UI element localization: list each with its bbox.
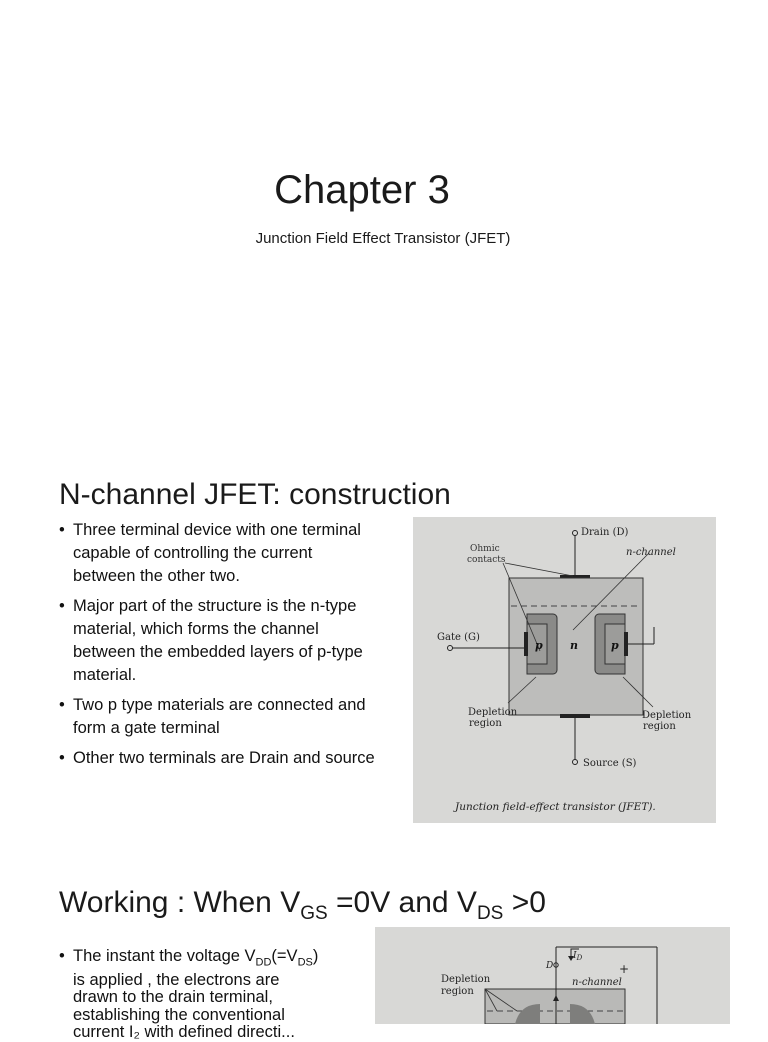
construction-bullet-list	[59, 519, 379, 777]
n-type-body	[485, 989, 625, 1024]
bullet-item: • Major part of the structure is the n-type material, which forms the channel between the embedded layers of p-type material.	[59, 595, 379, 687]
depletion-left-line2: region	[469, 718, 502, 729]
bullet-item: • Three terminal device with one terminal capable of controlling the current between the other two.	[59, 519, 379, 588]
d-label: D	[546, 961, 554, 971]
heading-text: =0V and V	[327, 886, 477, 919]
bullet-text: (=V	[271, 947, 298, 965]
id-label: $I_D$	[573, 951, 583, 962]
bullet-item: • Two p type materials are connected and form a gate terminal	[59, 694, 379, 740]
chapter-subtitle: Junction Field Effect Transistor (JFET)	[255, 230, 511, 247]
depletion-label-line2: region	[441, 986, 474, 997]
bullet-text: current I₂ with defined directi...	[73, 1023, 295, 1042]
source-ohmic-contact	[560, 714, 590, 718]
p-right-label: p	[611, 639, 619, 652]
n-channel-label: n-channel	[572, 977, 622, 988]
ohmic-label-line1: Ohmic	[470, 544, 500, 554]
bullet-item: • Other two terminals are Drain and source	[59, 747, 379, 770]
subscript-ds: DS	[297, 956, 313, 969]
source-terminal-dot	[573, 760, 578, 765]
heading-subscript-gs: GS	[300, 903, 328, 924]
figure-caption: Junction field-effect transistor (JFET).	[455, 801, 656, 813]
gate-terminal-dot	[448, 646, 453, 651]
jfet-working-svg	[375, 927, 730, 1024]
heading-text: Working : When V	[59, 886, 301, 919]
bullet-text: drawn to the drain terminal,	[73, 988, 273, 1007]
source-label: Source (S)	[583, 758, 637, 769]
slide-heading-working	[59, 886, 546, 925]
subscript-dd: DD	[255, 956, 272, 969]
heading-text: >0	[503, 886, 546, 919]
chapter-title: Chapter 3	[274, 168, 450, 212]
heading-subscript-ds: DS	[476, 903, 504, 924]
bullet-text: establishing the conventional	[73, 1005, 285, 1024]
bullet-text: The instant the voltage V	[73, 947, 256, 965]
depletion-right-line1: Depletion	[642, 710, 692, 721]
bullet-text: is applied , the electrons are	[73, 970, 280, 989]
jfet-diagram-svg	[413, 517, 716, 823]
depletion-left-line1: Depletion	[468, 707, 518, 718]
bullet-text: )	[312, 947, 319, 965]
drain-terminal-dot	[573, 531, 578, 536]
working-bullet: • The instant the voltage $V_{DD}(=V_{DS})$ is applied , the electrons are drawn to the drain terminal, establishing the conventional current I₂ with defined directi...	[59, 947, 319, 1042]
jfet-construction-figure	[413, 517, 716, 823]
depletion-label-line1: Depletion	[441, 974, 491, 985]
p-left-label: p	[535, 639, 543, 652]
slide-heading-construction: N-channel JFET: construction	[59, 478, 451, 511]
gate-label: Gate (G)	[437, 632, 480, 643]
depletion-right-line2: region	[643, 721, 676, 732]
n-center-label: n	[570, 639, 578, 652]
jfet-working-figure	[375, 927, 730, 1024]
drain-label: Drain (D)	[581, 527, 629, 538]
n-channel-label: n-channel	[626, 547, 676, 558]
plus-sign: +	[619, 962, 630, 976]
ohmic-label-line2: contacts	[467, 555, 506, 565]
